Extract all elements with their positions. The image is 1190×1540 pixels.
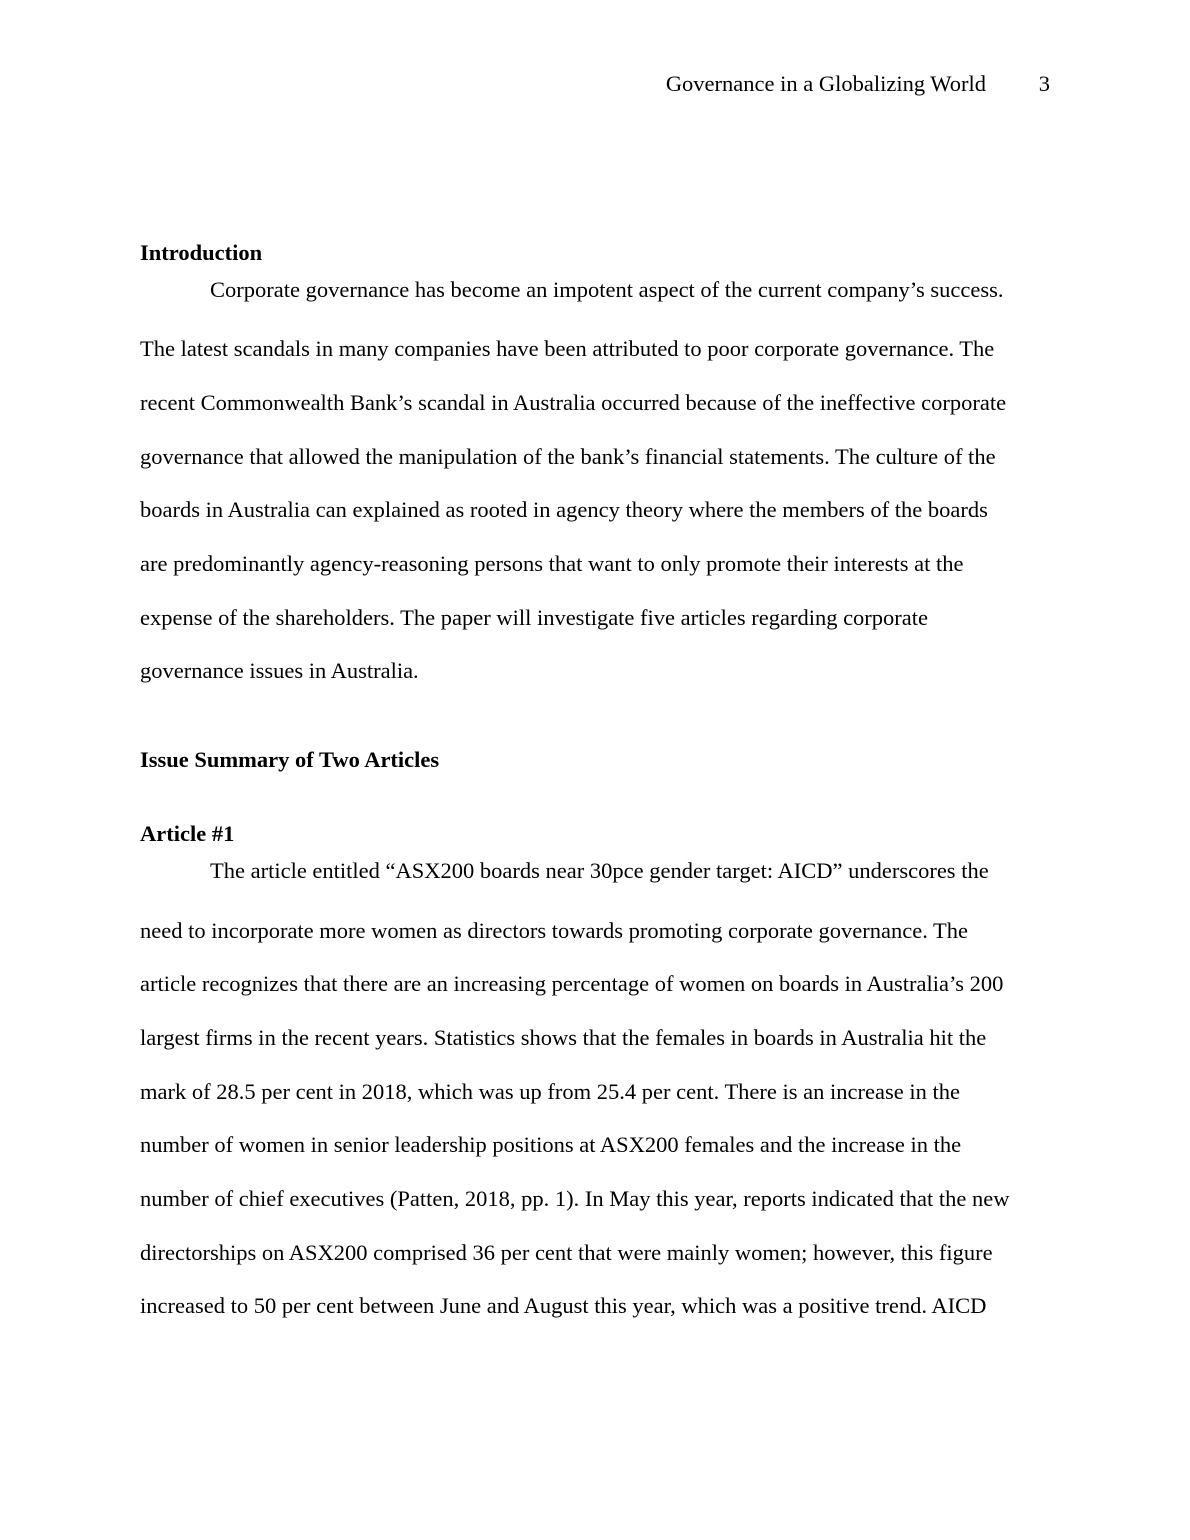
paragraph-line: need to incorporate more women as directors towards promoting corporate governance. The xyxy=(140,917,969,943)
paragraph-line: increased to 50 per cent between June and August this year, which was a positive trend. AICD xyxy=(140,1293,987,1319)
page-number: 3 xyxy=(1038,71,1050,96)
paragraph-line: boards in Australia can explained as rooted in agency theory where the members of the boards xyxy=(140,497,988,523)
document-body xyxy=(140,237,1050,1333)
paragraph-line: expense of the shareholders. The paper will investigate five articles regarding corporate xyxy=(140,604,929,630)
paragraph-line: recent Commonwealth Bank’s scandal in Australia occurred because of the ineffective corporate xyxy=(140,390,1007,416)
paragraph-line: article recognizes that there are an increasing percentage of women on boards in Australia’s 200 xyxy=(140,971,1004,997)
paragraph-line: governance that allowed the manipulation of the bank’s financial statements. The culture of the xyxy=(140,443,996,469)
paragraph-line: largest firms in the recent years. Statistics shows that the females in boards in Australia hit the xyxy=(140,1025,987,1051)
article-1-paragraph xyxy=(140,850,1050,1333)
paragraph-line: are predominantly agency-reasoning persons that want to only promote their interests at the xyxy=(140,551,964,577)
paragraph-line: Corporate governance has become an impotent aspect of the current company’s success. xyxy=(210,277,1004,302)
paragraph-line: governance issues in Australia. xyxy=(140,658,419,684)
issue-summary-heading: Issue Summary of Two Articles xyxy=(140,747,440,773)
paragraph-line: mark of 28.5 per cent in 2018, which was up from 25.4 per cent. There is an increase in the xyxy=(140,1078,960,1104)
running-head-title: Governance in a Globalizing World xyxy=(665,71,986,96)
introduction-paragraph xyxy=(140,269,1050,698)
paragraph-line: number of chief executives (Patten, 2018, pp. 1). In May this year, reports indicated that the new xyxy=(140,1186,1010,1212)
paragraph-line: number of women in senior leadership positions at ASX200 females and the increase in the xyxy=(140,1132,962,1158)
article-1-heading: Article #1 xyxy=(140,821,235,847)
paragraph-line: The article entitled “ASX200 boards near 30pce gender target: AICD” underscores the xyxy=(210,858,989,884)
paragraph-line: The latest scandals in many companies have been attributed to poor corporate governance. The xyxy=(140,336,995,362)
introduction-heading: Introduction xyxy=(140,240,263,265)
paragraph-line: directorships on ASX200 comprised 36 per cent that were mainly women; however, this figure xyxy=(140,1239,993,1265)
